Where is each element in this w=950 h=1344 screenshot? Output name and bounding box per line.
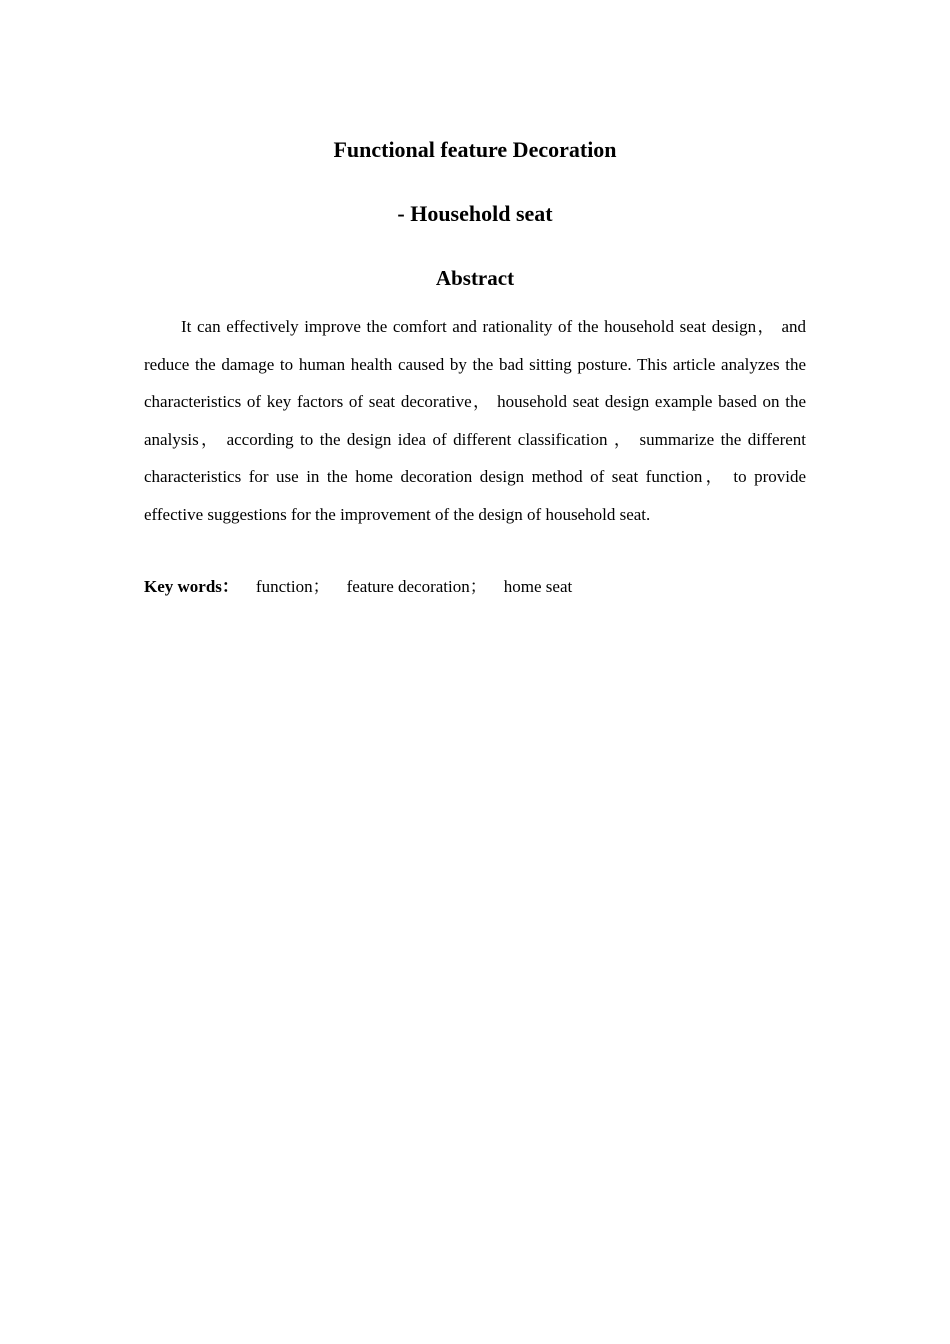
keyword-item: feature decoration；	[346, 577, 487, 596]
keywords-line	[144, 571, 806, 603]
document-subtitle: - Household seat	[397, 201, 553, 226]
abstract-paragraph: It can effectively improve the comfort and rationality of the household seat design， and reduce the damage to human health caused by the bad sitting posture. This article analyzes the characteristics of key factors of seat decorative， household seat design example based on the analysis， according to the design idea of different classification ， summarize the different characteristics for use in the home decoration design method of seat function， to provide effective suggestions for the improvement of the design of household seat.	[144, 317, 806, 524]
document-title: Functional feature Decoration	[333, 137, 617, 162]
keywords-label: Key words：	[144, 577, 239, 596]
keyword-item: function；	[255, 577, 330, 596]
abstract-heading: Abstract	[435, 266, 515, 290]
keyword-item: home seat	[503, 577, 573, 596]
